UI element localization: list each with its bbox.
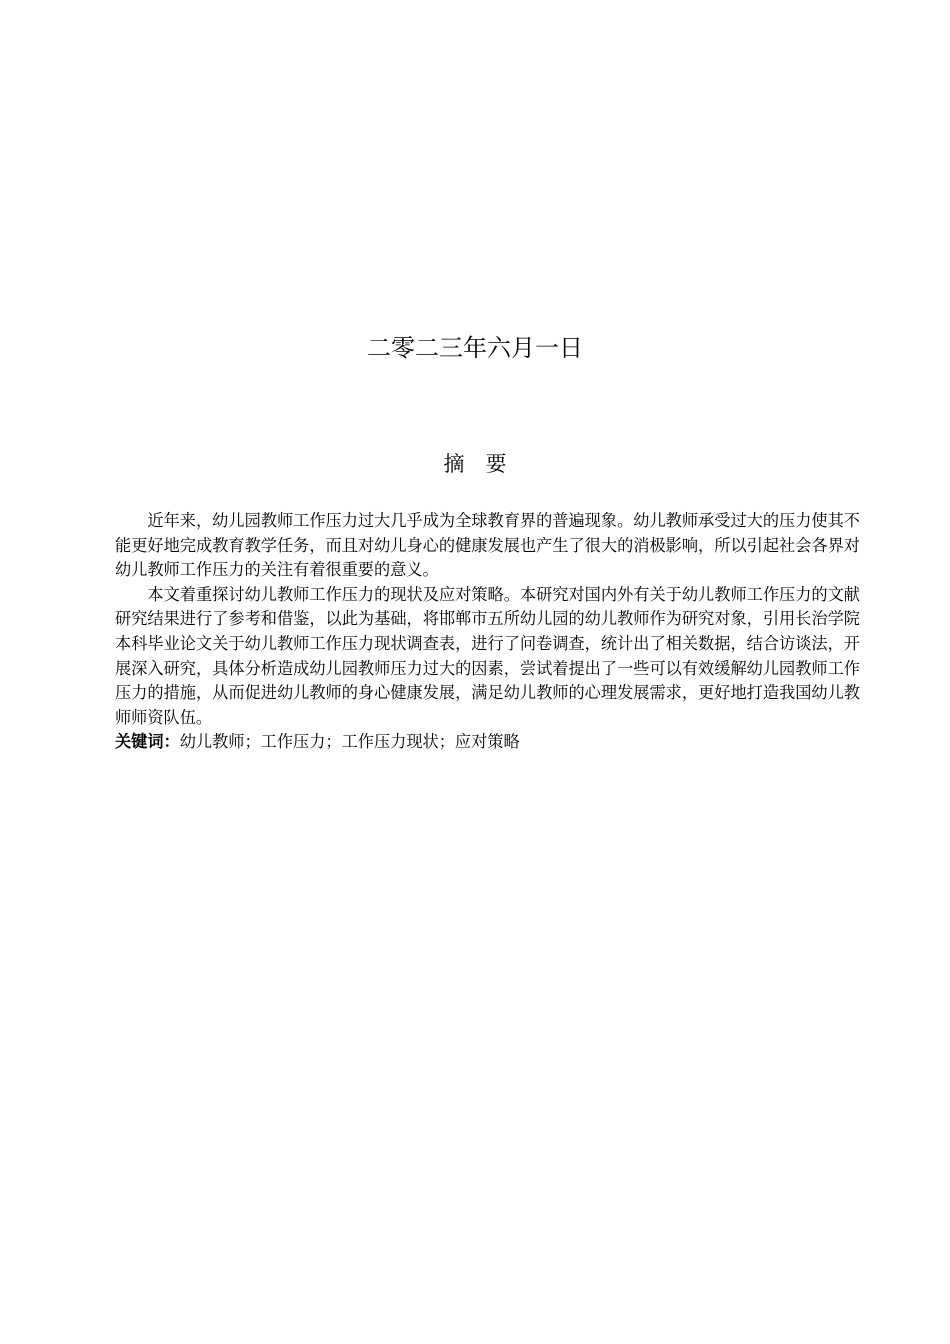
abstract-paragraph-2: 本文着重探讨幼儿教师工作压力的现状及应对策略。本研究对国内外有关于幼儿教师工作压力的文献研究结果进行了参考和借鉴，以此为基础，将邯郸市五所幼儿园的幼儿教师作为研究对象，引用长治学院本科毕业论文关于幼儿教师工作压力现状调查表，进行了问卷调查，统计出了相关数据，结合访谈法，开展深入研究，具体分析造成幼儿园教师压力过大的因素，尝试着提出了一些可以有效缓解幼儿园教师工作压力的措施，从而促进幼儿教师的身心健康发展，满足幼儿教师的心理发展需求，更好地打造我国幼儿教师师资队伍。 [115,584,860,727]
abstract-body [115,509,860,755]
abstract-paragraph-1: 近年来，幼儿园教师工作压力过大几乎成为全球教育界的普遍现象。幼儿教师承受过大的压力使其不能更好地完成教育教学任务，而且对幼儿身心的健康发展也产生了很大的消极影响，所以引起社会各界对幼儿教师工作压力的关注有着很重要的意义。 [115,511,860,580]
keywords-value: 幼儿教师；工作压力；工作压力现状；应对策略 [179,732,520,752]
keywords-label: 关键词： [115,732,180,752]
date-line: 二零二三年六月一日 [367,334,583,362]
keywords-line [115,730,860,755]
abstract-title: 摘 要 [443,452,507,476]
